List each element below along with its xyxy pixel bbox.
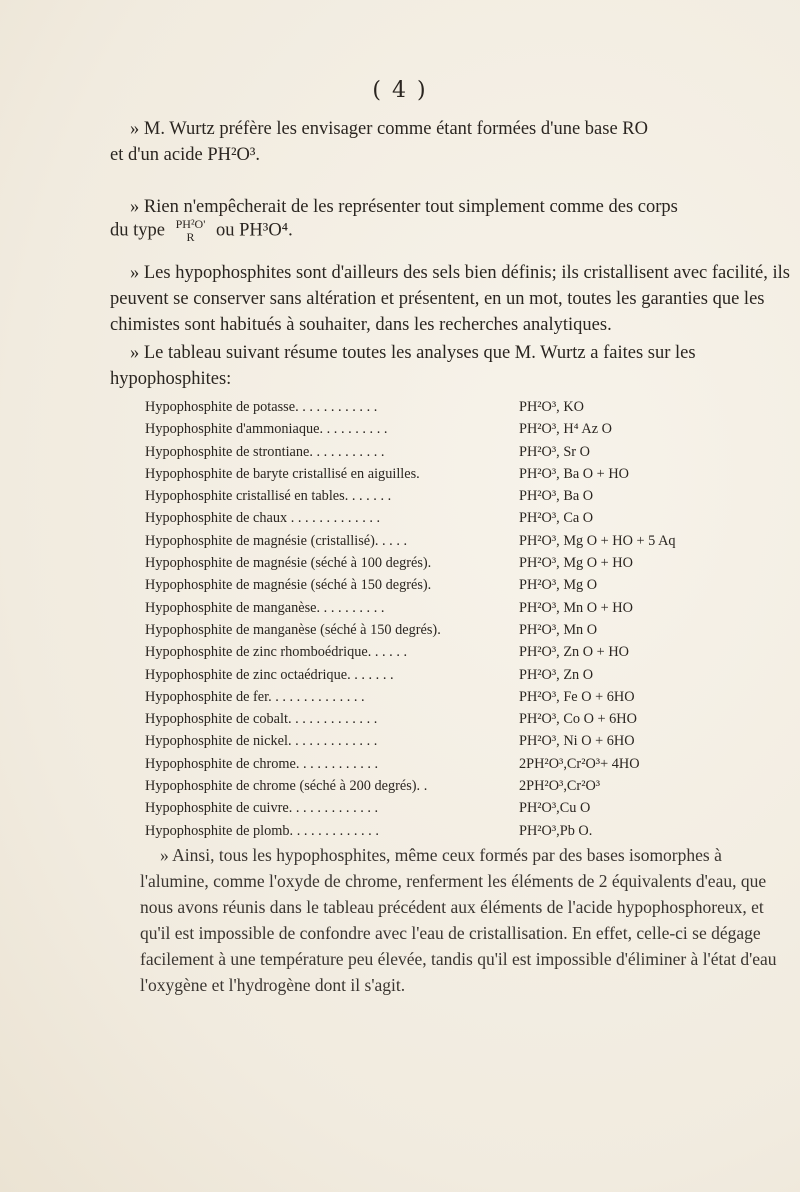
- table-row: [145, 485, 785, 507]
- hypophosphite-table: [145, 396, 785, 842]
- salt-formula: PH²O³, Zn O: [519, 666, 594, 683]
- table-row: [145, 418, 785, 440]
- fraction-denominator: R: [186, 230, 195, 244]
- table-row: [145, 574, 785, 596]
- table-row: [145, 820, 785, 842]
- salt-name: Hypophosphite d'ammoniaque. . . . . . . . . .: [145, 421, 388, 438]
- paragraph-conclusion: [140, 842, 780, 998]
- salt-name: Hypophosphite cristallisé en tables. . . . . . .: [145, 488, 392, 505]
- salt-formula: PH²O³, Fe O + 6HO: [519, 688, 635, 705]
- salt-formula: PH²O³, Mg O + HO + 5 Aq: [519, 532, 676, 549]
- salt-name: Hypophosphite de manganèse (séché à 150 degrés).: [145, 621, 441, 638]
- salt-name: Hypophosphite de potasse. . . . . . . . . . . .: [145, 399, 378, 415]
- paragraph-wurtz-preference: [110, 116, 800, 168]
- paragraph-line: » Rien n'empêcherait de les représenter tout simplement comme des corps: [130, 197, 678, 217]
- type-formula-line: [110, 218, 293, 244]
- salt-formula: PH²O³, Ca O: [519, 510, 594, 527]
- salt-formula: PH²O³, Ba O + HO: [519, 465, 629, 482]
- paragraph-table-intro: » Le tableau suivant résume toutes les analyses que M. Wurtz a faites sur les hypophosphites:: [110, 343, 696, 389]
- salt-formula: PH²O³, Co O + 6HO: [519, 711, 637, 728]
- salt-name: Hypophosphite de zinc rhomboédrique. . . . . .: [145, 644, 408, 661]
- salt-formula: 2PH²O³,Cr²O³: [519, 778, 601, 795]
- salt-name: Hypophosphite de manganèse. . . . . . . . . .: [145, 599, 385, 616]
- salt-formula: PH²O³, Mn O: [519, 621, 598, 638]
- page-number: ( 4 ): [372, 78, 428, 103]
- salt-formula: PH²O³, Sr O: [519, 443, 590, 460]
- paragraph-line: et d'un acide PH²O³.: [110, 145, 261, 165]
- salt-formula: PH²O³, Mg O + HO: [519, 555, 633, 572]
- table-row: [145, 463, 785, 485]
- salt-formula: PH²O³, Mg O: [519, 577, 598, 594]
- salt-formula: 2PH²O³,Cr²O³+ 4HO: [519, 755, 640, 772]
- type-fraction: [176, 218, 206, 244]
- table-row: [145, 619, 785, 641]
- table-row: [145, 730, 785, 752]
- table-row: [145, 441, 785, 463]
- salt-name: Hypophosphite de magnésie (séché à 150 degrés).: [145, 577, 432, 594]
- salt-formula: PH²O³, Ba O: [519, 488, 594, 505]
- table-row: [145, 664, 785, 686]
- table-row: [145, 552, 785, 574]
- table-row: [145, 530, 785, 552]
- table-row: [145, 396, 785, 418]
- table-row: [145, 597, 785, 619]
- table-row: [145, 775, 785, 797]
- type-prefix: du type: [110, 220, 165, 241]
- salt-name: Hypophosphite de cobalt. . . . . . . . . . . . .: [145, 711, 378, 728]
- salt-name: Hypophosphite de cuivre. . . . . . . . . . . . .: [145, 800, 379, 817]
- salt-formula: PH²O³,Pb O.: [519, 822, 593, 839]
- paragraph-line: » M. Wurtz préfère les envisager comme étant formées d'une base RO: [130, 119, 648, 139]
- salt-formula: PH²O³, KO: [519, 399, 584, 415]
- type-suffix: ou PH³O⁴.: [216, 220, 293, 241]
- salt-name: Hypophosphite de magnésie (cristallisé). . . . .: [145, 532, 408, 549]
- table-row: [145, 708, 785, 730]
- paragraph-representation: [110, 194, 800, 220]
- table-row: [145, 641, 785, 663]
- salt-formula: PH²O³, Mn O + HO: [519, 599, 633, 616]
- fraction-numerator: PH²O': [175, 217, 206, 231]
- salt-name: Hypophosphite de chrome (séché à 200 degrés). .: [145, 778, 428, 795]
- salt-name: Hypophosphite de magnésie (séché à 100 degrés).: [145, 555, 432, 572]
- salt-formula: PH²O³, Zn O + HO: [519, 644, 629, 661]
- table-row: [145, 753, 785, 775]
- salt-name: Hypophosphite de strontiane. . . . . . . . . . .: [145, 443, 385, 460]
- salt-name: Hypophosphite de zinc octaédrique. . . . . . .: [145, 666, 394, 683]
- salt-name: Hypophosphite de chrome. . . . . . . . . . . .: [145, 755, 379, 772]
- salt-name: Hypophosphite de baryte cristallisé en aiguilles.: [145, 465, 420, 482]
- salt-name: Hypophosphite de chaux . . . . . . . . . . . . .: [145, 510, 381, 527]
- salt-name: Hypophosphite de nickel. . . . . . . . . . . . .: [145, 733, 378, 750]
- paragraph-defined-salts: » Les hypophosphites sont d'ailleurs des sels bien définis; ils cristallisent avec facilité, ils peuvent se conserver sans altération et présentent, en un mot, toutes les garanties que les chimistes sont habitués à souhaiter, dans les recherches analytiques.: [110, 263, 790, 335]
- table-row: [145, 507, 785, 529]
- salt-formula: PH²O³, H⁴ Az O: [519, 421, 612, 438]
- table-row: [145, 686, 785, 708]
- salt-name: Hypophosphite de plomb. . . . . . . . . . . . .: [145, 822, 379, 839]
- conclusion-text: » Ainsi, tous les hypophosphites, même ceux formés par des bases isomorphes à l'alumine, comme l'oxyde de chrome, renferment les éléments de 2 équivalents d'eau, que nous avons réunis dans le tableau précédent aux éléments de l'acide hypophosphoreux, et qu'il est impossible de confondre avec l'eau de cristallisation. En effet, celle-ci se dégage facilement à une température peu élevée, tandis qu'il est impossible d'éliminer à l'état d'eau l'oxygène et l'hydrogène dont il s'agit.: [140, 845, 777, 995]
- table-row: [145, 797, 785, 819]
- salt-formula: PH²O³, Ni O + 6HO: [519, 733, 635, 750]
- salt-formula: PH²O³,Cu O: [519, 800, 591, 817]
- salt-name: Hypophosphite de fer. . . . . . . . . . . . . .: [145, 688, 365, 705]
